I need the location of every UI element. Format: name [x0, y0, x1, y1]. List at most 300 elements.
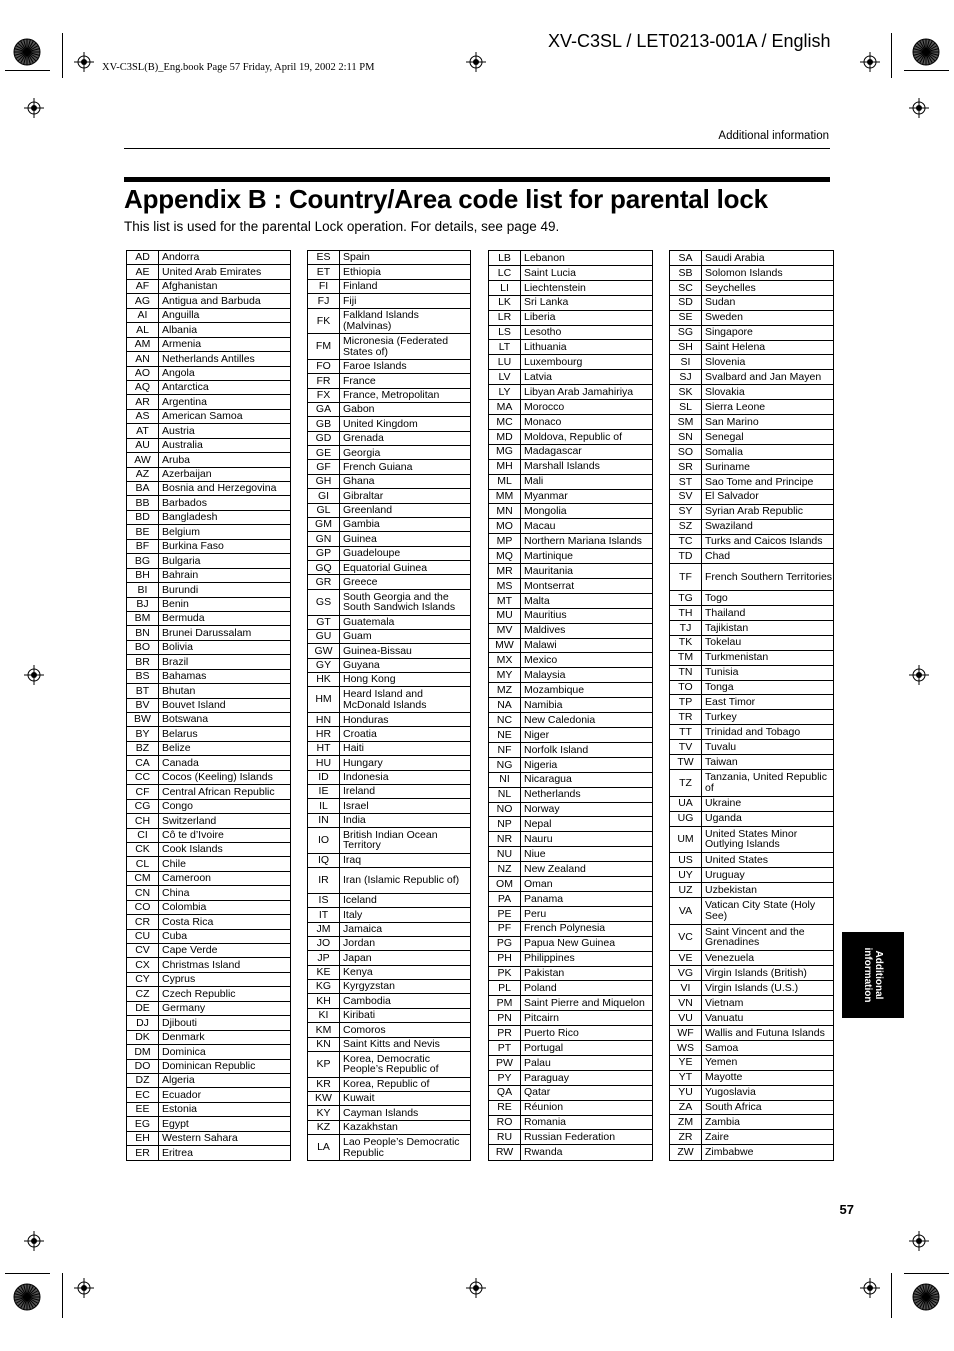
country-code: TN — [670, 665, 702, 680]
table-row — [489, 638, 653, 653]
table-row — [670, 1040, 834, 1055]
country-code: BA — [127, 482, 159, 496]
registration-mark-icon — [909, 665, 929, 685]
country-code: UG — [670, 811, 702, 826]
country-name: Andorra — [159, 251, 291, 265]
country-name: Philippines — [521, 951, 653, 966]
country-name: Anguilla — [159, 308, 291, 322]
crop-mark-icon — [904, 1273, 949, 1274]
country-code: HM — [308, 687, 340, 713]
country-code: PN — [489, 1011, 521, 1026]
country-name: Guinea — [340, 532, 471, 546]
table-row — [127, 684, 291, 698]
country-name: Kenya — [340, 965, 471, 979]
table-row — [489, 981, 653, 996]
country-name: Belarus — [159, 727, 291, 741]
country-code: MA — [489, 400, 521, 415]
country-code: IN — [308, 813, 340, 827]
table-row — [127, 265, 291, 279]
country-name: France, Metropolitan — [340, 388, 471, 402]
country-name: San Marino — [702, 415, 834, 430]
country-name: South Georgia and the South Sandwich Islands — [340, 589, 471, 615]
country-code: BM — [127, 611, 159, 625]
country-code: SI — [670, 355, 702, 370]
country-code: GI — [308, 489, 340, 503]
country-code: CK — [127, 842, 159, 856]
table-row — [489, 414, 653, 429]
country-code: NZ — [489, 862, 521, 877]
country-code: BE — [127, 525, 159, 539]
country-name: Germany — [159, 1001, 291, 1015]
table-row — [127, 886, 291, 900]
country-code: BB — [127, 496, 159, 510]
country-name: Turkey — [702, 710, 834, 725]
country-name: Cuba — [159, 929, 291, 943]
country-code: GF — [308, 460, 340, 474]
country-code: NL — [489, 787, 521, 802]
country-name: Svalbard and Jan Mayen — [702, 370, 834, 385]
country-name: Saint Pierre and Miquelon — [521, 996, 653, 1011]
country-name: Egypt — [159, 1117, 291, 1131]
country-name: Paraguay — [521, 1070, 653, 1085]
country-code: RE — [489, 1100, 521, 1115]
table-row — [489, 444, 653, 459]
country-code: FK — [308, 308, 340, 334]
table-row — [670, 710, 834, 725]
country-code: PA — [489, 891, 521, 906]
country-name: Iraq — [340, 853, 471, 867]
country-code: JP — [308, 951, 340, 965]
country-name: Mayotte — [702, 1070, 834, 1085]
country-code: LR — [489, 310, 521, 325]
table-row — [489, 489, 653, 504]
country-code: CI — [127, 828, 159, 842]
country-code: EE — [127, 1102, 159, 1116]
country-code: JO — [308, 936, 340, 950]
country-name: Iceland — [340, 893, 471, 907]
table-row — [670, 635, 834, 650]
country-name: Cameroon — [159, 871, 291, 885]
country-code: BH — [127, 568, 159, 582]
table-row — [308, 589, 471, 615]
country-name: French Polynesia — [521, 921, 653, 936]
country-code: CN — [127, 886, 159, 900]
country-code: PL — [489, 981, 521, 996]
registration-mark-icon — [24, 1231, 44, 1251]
country-name: Ukraine — [702, 796, 834, 811]
country-code: NI — [489, 772, 521, 787]
table-row — [670, 355, 834, 370]
table-row — [308, 1023, 471, 1037]
table-row — [308, 546, 471, 560]
country-code: BY — [127, 727, 159, 741]
country-code: ER — [127, 1146, 159, 1161]
country-code: SZ — [670, 519, 702, 534]
table-row — [489, 1085, 653, 1100]
table-row — [489, 593, 653, 608]
country-name: Switzerland — [159, 814, 291, 828]
country-code: PY — [489, 1070, 521, 1085]
country-code: HT — [308, 741, 340, 755]
country-code: ZA — [670, 1100, 702, 1115]
country-name: Micronesia (Federated States of) — [340, 334, 471, 360]
country-code: YU — [670, 1085, 702, 1100]
country-name: Canada — [159, 756, 291, 770]
country-name: Ireland — [340, 784, 471, 798]
table-row — [127, 539, 291, 553]
table-row — [127, 251, 291, 265]
country-code: CX — [127, 958, 159, 972]
country-code: CV — [127, 944, 159, 958]
country-name: Gibraltar — [340, 489, 471, 503]
country-code: CL — [127, 857, 159, 871]
country-code: BN — [127, 626, 159, 640]
table-row — [127, 799, 291, 813]
country-code: MD — [489, 429, 521, 444]
table-row — [308, 951, 471, 965]
country-name: Central African Republic — [159, 785, 291, 799]
country-code: HK — [308, 673, 340, 687]
country-code: KI — [308, 1008, 340, 1022]
country-code: AS — [127, 409, 159, 423]
table-row — [670, 489, 834, 504]
country-code: FO — [308, 359, 340, 373]
table-row — [670, 966, 834, 981]
country-code: SY — [670, 504, 702, 519]
page-title: Appendix B : Country/Area code list for parental lock — [124, 184, 768, 214]
country-name: Antarctica — [159, 380, 291, 394]
country-code: UM — [670, 826, 702, 853]
country-name: Slovenia — [702, 355, 834, 370]
table-row — [670, 1130, 834, 1145]
table-row — [127, 438, 291, 452]
table-row — [489, 1041, 653, 1056]
country-name: Malaysia — [521, 668, 653, 683]
country-code: SV — [670, 489, 702, 504]
country-code: BR — [127, 655, 159, 669]
table-row — [489, 757, 653, 772]
country-code: ST — [670, 474, 702, 489]
table-row — [489, 400, 653, 415]
table-row — [308, 727, 471, 741]
country-code: TO — [670, 680, 702, 695]
country-code: MT — [489, 593, 521, 608]
country-name: Cyprus — [159, 972, 291, 986]
country-code: VU — [670, 1011, 702, 1026]
table-row — [127, 1045, 291, 1059]
country-name: Northern Mariana Islands — [521, 534, 653, 549]
country-name: Panama — [521, 891, 653, 906]
table-row — [127, 915, 291, 929]
country-code: QA — [489, 1085, 521, 1100]
country-code: RO — [489, 1115, 521, 1130]
country-code: EC — [127, 1088, 159, 1102]
table-row — [308, 1008, 471, 1022]
table-row — [308, 388, 471, 402]
country-name: Belize — [159, 741, 291, 755]
country-name: Lesotho — [521, 325, 653, 340]
country-name: New Zealand — [521, 862, 653, 877]
country-name: Rwanda — [521, 1145, 653, 1161]
table-row — [489, 1115, 653, 1130]
table-row — [308, 756, 471, 770]
table-row — [489, 683, 653, 698]
table-row — [308, 828, 471, 854]
country-code: MQ — [489, 549, 521, 564]
country-code: GY — [308, 658, 340, 672]
country-code: AN — [127, 352, 159, 366]
table-row — [670, 310, 834, 325]
country-name: Haiti — [340, 741, 471, 755]
table-row — [127, 785, 291, 799]
table-row — [308, 994, 471, 1008]
country-code: KZ — [308, 1120, 340, 1134]
table-row — [670, 1055, 834, 1070]
country-code: WS — [670, 1040, 702, 1055]
country-code: RU — [489, 1130, 521, 1145]
country-name: Mexico — [521, 653, 653, 668]
table-row — [489, 1100, 653, 1115]
country-name: Nauru — [521, 832, 653, 847]
country-code: CZ — [127, 987, 159, 1001]
code-table-column-2 — [307, 250, 471, 1161]
country-name: Kiribati — [340, 1008, 471, 1022]
country-name: Tokelau — [702, 635, 834, 650]
country-code: GR — [308, 575, 340, 589]
country-code: VA — [670, 898, 702, 925]
country-name: Guinea-Bissau — [340, 644, 471, 658]
table-row — [308, 294, 471, 308]
country-name: Brunei Darussalam — [159, 626, 291, 640]
table-row — [127, 669, 291, 683]
country-name: Estonia — [159, 1102, 291, 1116]
country-name: Sri Lanka — [521, 295, 653, 310]
country-name: Lebanon — [521, 251, 653, 266]
country-name: Western Sahara — [159, 1131, 291, 1145]
country-code: SH — [670, 340, 702, 355]
country-code: SC — [670, 280, 702, 295]
country-name: India — [340, 813, 471, 827]
country-name: Marshall Islands — [521, 459, 653, 474]
country-name: Angola — [159, 366, 291, 380]
table-row — [670, 504, 834, 519]
country-code: MH — [489, 459, 521, 474]
country-code: AO — [127, 366, 159, 380]
table-row — [127, 1016, 291, 1030]
table-row — [127, 323, 291, 337]
country-code: SB — [670, 265, 702, 280]
table-row — [670, 770, 834, 797]
table-row — [489, 459, 653, 474]
country-code: ZW — [670, 1145, 702, 1161]
country-name: Guadeloupe — [340, 546, 471, 560]
table-row — [127, 597, 291, 611]
table-row — [308, 784, 471, 798]
book-file-info: XV-C3SL(B)_Eng.book Page 57 Friday, April 19, 2002 2:11 PM — [102, 62, 375, 73]
country-name: Seychelles — [702, 280, 834, 295]
registration-mark-icon — [24, 98, 44, 118]
table-row — [489, 1145, 653, 1161]
country-name: Cayman Islands — [340, 1106, 471, 1120]
country-name: Burkina Faso — [159, 539, 291, 553]
table-row — [127, 294, 291, 308]
table-row — [127, 583, 291, 597]
table-row — [489, 251, 653, 266]
code-table-column-4 — [669, 250, 834, 1161]
country-code: OM — [489, 877, 521, 892]
table-row — [127, 308, 291, 322]
table-row — [489, 280, 653, 295]
country-name: Uzbekistan — [702, 883, 834, 898]
country-code: GT — [308, 615, 340, 629]
country-name: Mongolia — [521, 504, 653, 519]
country-code: LS — [489, 325, 521, 340]
country-name: Mauritania — [521, 564, 653, 579]
table-row — [308, 561, 471, 575]
country-code: IE — [308, 784, 340, 798]
table-row — [127, 352, 291, 366]
country-code: BW — [127, 713, 159, 727]
table-row — [670, 325, 834, 340]
country-name: Indonesia — [340, 770, 471, 784]
country-name: Netherlands Antilles — [159, 352, 291, 366]
table-row — [489, 1130, 653, 1145]
table-row — [670, 295, 834, 310]
country-name: Saint Kitts and Nevis — [340, 1037, 471, 1051]
country-code: DJ — [127, 1016, 159, 1030]
country-name: Bahrain — [159, 568, 291, 582]
table-row — [489, 1070, 653, 1085]
registration-mark-icon — [466, 52, 486, 72]
country-code: TF — [670, 564, 702, 591]
country-code: GN — [308, 532, 340, 546]
table-row — [308, 908, 471, 922]
table-row — [489, 310, 653, 325]
country-code: CG — [127, 799, 159, 813]
table-row — [670, 385, 834, 400]
country-code: AD — [127, 251, 159, 265]
table-row — [308, 980, 471, 994]
country-name: Korea, Republic of — [340, 1077, 471, 1091]
registration-mark-icon — [466, 1278, 486, 1298]
country-name: Lao People’s Democratic Republic — [340, 1135, 471, 1161]
country-code: CY — [127, 972, 159, 986]
table-row — [489, 429, 653, 444]
country-name: Costa Rica — [159, 915, 291, 929]
table-row — [127, 987, 291, 1001]
country-code: MO — [489, 519, 521, 534]
country-name: Nepal — [521, 817, 653, 832]
country-code: MN — [489, 504, 521, 519]
table-row — [489, 385, 653, 400]
table-row — [308, 251, 471, 265]
country-code: SD — [670, 295, 702, 310]
country-name: Australia — [159, 438, 291, 452]
country-name: Gabon — [340, 402, 471, 416]
country-code: GS — [308, 589, 340, 615]
country-name: Korea, Democratic People’s Republic of — [340, 1051, 471, 1077]
country-code: AG — [127, 294, 159, 308]
table-row — [127, 741, 291, 755]
country-code: MS — [489, 578, 521, 593]
table-row — [308, 1051, 471, 1077]
country-name: Malta — [521, 593, 653, 608]
table-row — [308, 713, 471, 727]
table-row — [127, 510, 291, 524]
country-name: Hong Kong — [340, 673, 471, 687]
country-name: Armenia — [159, 337, 291, 351]
country-name: Poland — [521, 981, 653, 996]
country-name: Guatemala — [340, 615, 471, 629]
country-name: Suriname — [702, 459, 834, 474]
country-code: HR — [308, 727, 340, 741]
table-row — [489, 504, 653, 519]
country-name: Hungary — [340, 756, 471, 770]
country-name: Bhutan — [159, 684, 291, 698]
country-code: TJ — [670, 620, 702, 635]
table-row — [127, 337, 291, 351]
table-row — [127, 554, 291, 568]
table-row — [670, 474, 834, 489]
country-name: Macau — [521, 519, 653, 534]
table-row — [489, 265, 653, 280]
country-code: VG — [670, 966, 702, 981]
country-name: Peru — [521, 906, 653, 921]
country-code: AE — [127, 265, 159, 279]
country-name: Barbados — [159, 496, 291, 510]
country-name: United States — [702, 853, 834, 868]
country-code: KW — [308, 1091, 340, 1105]
table-row — [127, 279, 291, 293]
table-row — [308, 431, 471, 445]
table-row — [308, 1135, 471, 1161]
table-row — [670, 811, 834, 826]
country-name: Jamaica — [340, 922, 471, 936]
country-name: Zambia — [702, 1115, 834, 1130]
table-row — [670, 400, 834, 415]
country-code: LA — [308, 1135, 340, 1161]
table-row — [308, 1106, 471, 1120]
country-code: FJ — [308, 294, 340, 308]
country-code: DO — [127, 1059, 159, 1073]
country-name: Swaziland — [702, 519, 834, 534]
country-code: DK — [127, 1030, 159, 1044]
country-name: Cocos (Keeling) Islands — [159, 770, 291, 784]
country-code: FR — [308, 374, 340, 388]
country-name: Solomon Islands — [702, 265, 834, 280]
country-name: Oman — [521, 877, 653, 892]
country-name: Denmark — [159, 1030, 291, 1044]
table-row — [489, 951, 653, 966]
country-name: Kazakhstan — [340, 1120, 471, 1134]
table-row — [489, 608, 653, 623]
country-code: PK — [489, 966, 521, 981]
table-row — [308, 374, 471, 388]
country-code: PF — [489, 921, 521, 936]
country-code: NU — [489, 847, 521, 862]
country-name: Kyrgyzstan — [340, 980, 471, 994]
country-code: NE — [489, 728, 521, 743]
table-row — [489, 966, 653, 981]
registration-mark-icon — [74, 52, 94, 72]
table-row — [670, 826, 834, 853]
country-name: Cape Verde — [159, 944, 291, 958]
country-name: East Timor — [702, 695, 834, 710]
country-name: Afghanistan — [159, 279, 291, 293]
country-code: PG — [489, 936, 521, 951]
intro-text: This list is used for the parental Lock operation. For details, see page 49. — [124, 219, 560, 234]
country-code: AR — [127, 395, 159, 409]
